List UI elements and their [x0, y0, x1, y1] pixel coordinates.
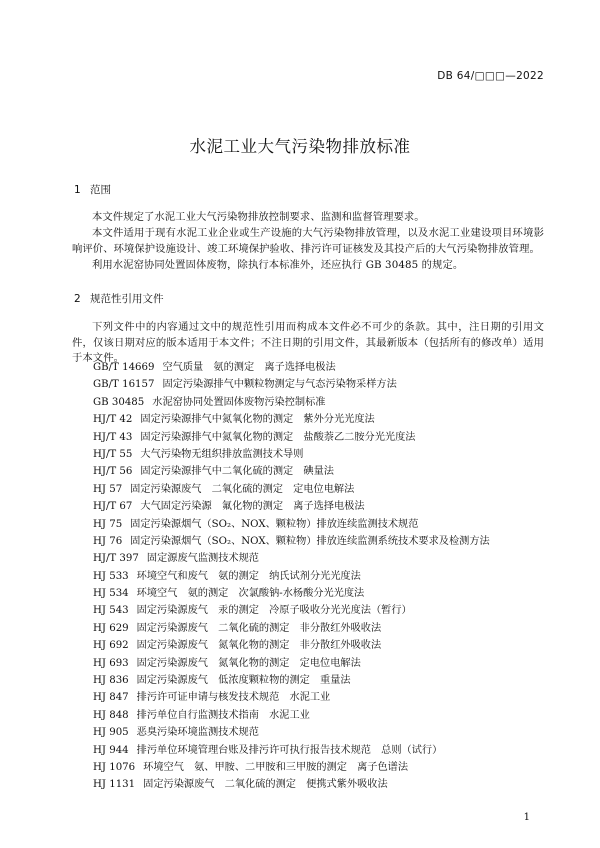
reference-item: [93, 376, 553, 393]
reference-title: 环境空气和废气 氨的测定 纳氏试剂分光光度法: [136, 570, 361, 582]
section-title: 范围: [90, 184, 111, 196]
reference-item: [93, 602, 553, 619]
section-heading-references: [74, 291, 164, 306]
reference-title: 固定污染源废气 二氧化硫的测定 非分散红外吸收法: [136, 622, 382, 634]
reference-title: 排污单位自行监测技术指南 水泥工业: [136, 709, 310, 721]
reference-code: HJ/T 55: [93, 448, 133, 460]
reference-item: [93, 689, 553, 706]
reference-title: 大气固定污染源 氟化物的测定 离子选择电极法: [140, 501, 365, 513]
reference-title: 水泥窑协同处置固体废物污染控制标准: [152, 396, 326, 408]
reference-item: [93, 394, 553, 411]
reference-title: 固定污染源烟气（SO₂、NOX、颗粒物）排放连续监测系统技术要求及检测方法: [130, 535, 490, 547]
reference-title: 固定污染源排气中氮氧化物的测定 盐酸萘乙二胺分光光度法: [140, 431, 416, 443]
section-title: 规范性引用文件: [90, 293, 164, 305]
reference-title: 环境空气 氨的测定 次氯酸钠-水杨酸分光光度法: [136, 588, 365, 600]
page-number: 1: [523, 812, 530, 823]
reference-code: HJ 76: [93, 535, 123, 547]
reference-title: 固定污染源废气 氮氧化物的测定 定电位电解法: [136, 657, 361, 669]
reference-code: HJ 944: [93, 744, 129, 756]
reference-title: 固定污染源废气 二氧化硫的测定 定电位电解法: [130, 483, 355, 495]
reference-item: [93, 568, 553, 585]
reference-code: GB 30485: [93, 396, 145, 408]
reference-item: [93, 672, 553, 689]
reference-item: [93, 585, 553, 602]
document-code: DB 64/□□□—2022: [437, 70, 544, 82]
reference-code: HJ/T 56: [93, 466, 133, 478]
reference-title: 固定污染源排气中颗粒物测定与气态污染物采样方法: [162, 379, 397, 391]
reference-code: HJ 905: [93, 727, 129, 739]
reference-item: [93, 533, 553, 550]
reference-item: [93, 516, 553, 533]
reference-list: [93, 359, 553, 794]
section-heading-scope: [74, 182, 111, 197]
reference-item: [93, 481, 553, 498]
reference-title: 固定污染源废气 二氧化硫的测定 便携式紫外吸收法: [143, 779, 388, 791]
reference-code: HJ/T 42: [93, 414, 133, 426]
reference-title: 固定污染源废气 氮氧化物的测定 非分散红外吸收法: [136, 640, 382, 652]
reference-item: [93, 620, 553, 637]
reference-code: HJ 534: [93, 588, 129, 600]
reference-item: [93, 359, 553, 376]
reference-code: HJ 75: [93, 518, 123, 530]
section-number: 2: [74, 293, 81, 305]
reference-code: HJ 1131: [93, 779, 136, 791]
reference-item: [93, 550, 553, 567]
reference-code: HJ 693: [93, 657, 129, 669]
reference-item: [93, 724, 553, 741]
reference-item: [93, 742, 553, 759]
reference-title: 固定污染源排气中氮氧化物的测定 紫外分光光度法: [140, 414, 375, 426]
reference-code: HJ 836: [93, 675, 129, 687]
reference-item: [93, 429, 553, 446]
reference-title: 固定污染源废气 汞的测定 冷原子吸收分光光度法（暂行）: [136, 605, 412, 617]
scope-paragraph-3: 利用水泥窑协同处置固体废物，除执行本标准外，还应执行 GB 30485 的规定。: [92, 259, 464, 271]
reference-item: [93, 759, 553, 776]
reference-code: GB/T 14669: [93, 362, 155, 373]
reference-item: [93, 637, 553, 654]
reference-title: 固定源废气监测技术规范: [146, 553, 259, 565]
reference-code: HJ 847: [93, 692, 129, 704]
reference-item: [93, 776, 553, 793]
reference-title: 排污单位环境管理台账及排污许可执行报告技术规范 总则（试行）: [136, 744, 443, 756]
reference-code: GB/T 16157: [93, 379, 155, 391]
reference-title: 排污许可证申请与核发技术规范 水泥工业: [136, 692, 331, 704]
reference-item: [93, 463, 553, 480]
reference-title: 空气质量 氨的测定 离子选择电极法: [162, 362, 336, 373]
reference-title: 恶臭污染环境监测技术规范: [136, 727, 259, 739]
references-intro: 下列文件中的内容通过文中的规范性引用而构成本文件必不可少的条款。其中，注日期的引用文件，仅该日期对应的版本适用于本文件；不注日期的引用文件，其最新版本（包括所有的修改单）适用于本文件。: [72, 321, 544, 365]
reference-code: HJ 848: [93, 709, 129, 721]
reference-code: HJ/T 397: [93, 553, 139, 565]
reference-title: 固定污染源排气中二氧化硫的测定 碘量法: [140, 466, 334, 478]
document-title: 水泥工业大气污染物排放标准: [189, 137, 411, 156]
reference-code: HJ 1076: [93, 761, 136, 773]
reference-code: HJ/T 43: [93, 431, 133, 443]
section-number: 1: [74, 184, 81, 196]
reference-code: HJ 57: [93, 483, 123, 495]
reference-title: 大气污染物无组织排放监测技术导则: [140, 448, 304, 460]
scope-paragraph-1: 本文件规定了水泥工业大气污染物排放控制要求、监测和监督管理要求。: [92, 211, 425, 223]
reference-item: [93, 411, 553, 428]
reference-title: 固定污染源烟气（SO₂、NOX、颗粒物）排放连续监测技术规范: [130, 518, 419, 530]
reference-title: 环境空气 氨、甲胺、二甲胺和三甲胺的测定 离子色谱法: [143, 761, 409, 773]
reference-item: [93, 655, 553, 672]
reference-item: [93, 498, 553, 515]
scope-paragraph-2: 本文件适用于现有水泥工业企业或生产设施的大气污染物排放管理，以及水泥工业建设项目环境影响评价、环境保护设施设计、竣工环境保护验收、排污许可证核发及其投产后的大气污染物排放管理。: [72, 227, 544, 255]
reference-code: HJ/T 67: [93, 501, 133, 513]
reference-code: HJ 533: [93, 570, 129, 582]
reference-title: 固定污染源废气 低浓度颗粒物的测定 重量法: [136, 675, 351, 687]
reference-item: [93, 446, 553, 463]
reference-code: HJ 543: [93, 605, 129, 617]
reference-code: HJ 692: [93, 640, 129, 652]
reference-item: [93, 707, 553, 724]
reference-code: HJ 629: [93, 622, 129, 634]
